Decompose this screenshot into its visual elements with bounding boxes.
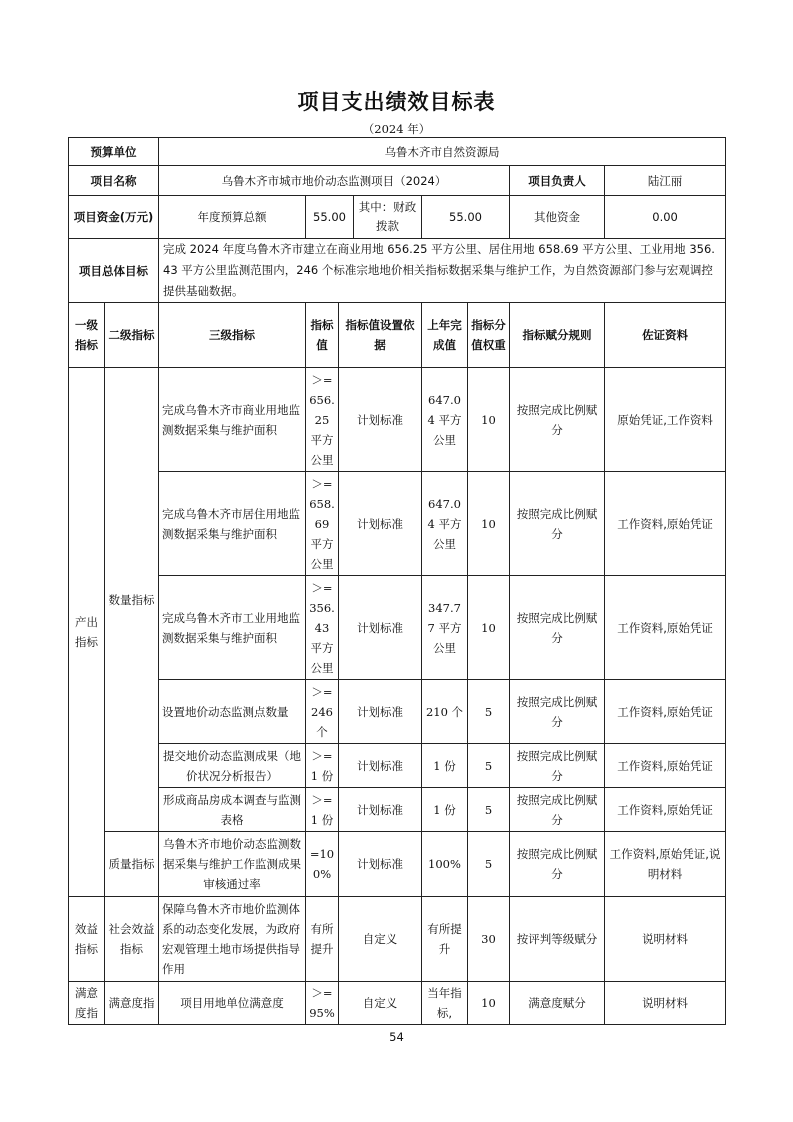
indicator-evidence: 工作资料,原始凭证 xyxy=(605,472,726,576)
indicator-name: 乌鲁木齐市地价动态监测数据采集与维护工作监测成果审核通过率 xyxy=(159,832,306,897)
indicator-weight: 10 xyxy=(468,472,510,576)
table-row xyxy=(69,368,726,472)
indicator-basis: 计划标准 xyxy=(339,368,422,472)
project-name-value: 乌鲁木齐市城市地价动态监测项目（2024） xyxy=(159,166,510,196)
table-row xyxy=(69,788,726,832)
indicator-last-year: 有所提升 xyxy=(422,897,468,982)
indicator-name: 完成乌鲁木齐市商业用地监测数据采集与维护面积 xyxy=(159,368,306,472)
performance-table xyxy=(68,137,726,1025)
table-row xyxy=(69,576,726,680)
indicator-name: 设置地价动态监测点数量 xyxy=(159,680,306,744)
indicator-weight: 5 xyxy=(468,680,510,744)
project-name-row xyxy=(69,166,726,196)
header-evidence: 佐证资料 xyxy=(605,303,726,368)
header-rule: 指标赋分规则 xyxy=(510,303,605,368)
header-level1: 一级指标 xyxy=(69,303,105,368)
indicator-rule: 按照完成比例赋分 xyxy=(510,472,605,576)
indicator-rule: 满意度赋分 xyxy=(510,982,605,1025)
indicator-name: 项目用地单位满意度 xyxy=(159,982,306,1025)
indicator-last-year: 1 份 xyxy=(422,744,468,788)
indicator-evidence: 工作资料,原始凭证,说明材料 xyxy=(605,832,726,897)
indicator-evidence: 工作资料,原始凭证 xyxy=(605,744,726,788)
indicator-basis: 自定义 xyxy=(339,897,422,982)
indicator-evidence: 工作资料,原始凭证 xyxy=(605,788,726,832)
header-level3: 三级指标 xyxy=(159,303,306,368)
table-row xyxy=(69,832,726,897)
indicator-weight: 5 xyxy=(468,832,510,897)
indicator-evidence: 原始凭证,工作资料 xyxy=(605,368,726,472)
indicator-value: =100% xyxy=(306,832,339,897)
header-row xyxy=(69,303,726,368)
other-funds-label: 其他资金 xyxy=(510,196,605,239)
header-level2: 二级指标 xyxy=(105,303,159,368)
annual-budget-label: 年度预算总额 xyxy=(159,196,306,239)
indicator-weight: 10 xyxy=(468,982,510,1025)
indicator-evidence: 说明材料 xyxy=(605,897,726,982)
header-value: 指标值 xyxy=(306,303,339,368)
page-number: 54 xyxy=(389,1030,404,1044)
project-lead-label: 项目负责人 xyxy=(510,166,605,196)
indicator-rule: 按照完成比例赋分 xyxy=(510,832,605,897)
group-benefit: 效益指标 xyxy=(69,897,105,982)
indicator-basis: 计划标准 xyxy=(339,788,422,832)
indicator-rule: 按评判等级赋分 xyxy=(510,897,605,982)
indicator-weight: 5 xyxy=(468,788,510,832)
indicator-rule: 按照完成比例赋分 xyxy=(510,788,605,832)
indicator-name: 完成乌鲁木齐市工业用地监测数据采集与维护面积 xyxy=(159,576,306,680)
goal-label: 项目总体目标 xyxy=(69,239,159,303)
group-output: 产出指标 xyxy=(69,368,105,897)
table-row xyxy=(69,897,726,982)
indicator-value: ＞=246 个 xyxy=(306,680,339,744)
indicator-last-year: 100% xyxy=(422,832,468,897)
indicator-value: ＞=356.43 平方公里 xyxy=(306,576,339,680)
funds-row xyxy=(69,196,726,239)
table-row xyxy=(69,744,726,788)
table-row xyxy=(69,680,726,744)
budget-unit-label: 预算单位 xyxy=(69,138,159,166)
indicator-basis: 计划标准 xyxy=(339,472,422,576)
table-row xyxy=(69,982,726,1025)
other-funds-value: 0.00 xyxy=(605,196,726,239)
indicator-last-year: 当年指标, xyxy=(422,982,468,1025)
table-row xyxy=(69,472,726,576)
annual-budget-value: 55.00 xyxy=(306,196,354,239)
year-label: （2024 年） xyxy=(362,122,431,136)
indicator-value: ＞=1 份 xyxy=(306,788,339,832)
page-title: 项目支出绩效目标表 xyxy=(297,90,496,114)
indicator-evidence: 工作资料,原始凭证 xyxy=(605,680,726,744)
fiscal-label: 其中：财政拨款 xyxy=(354,196,422,239)
indicator-rule: 按照完成比例赋分 xyxy=(510,576,605,680)
group-quality: 质量指标 xyxy=(105,832,159,897)
funds-label: 项目资金(万元) xyxy=(69,196,159,239)
indicator-evidence: 工作资料,原始凭证 xyxy=(605,576,726,680)
indicator-weight: 30 xyxy=(468,897,510,982)
indicator-value: ＞=1 份 xyxy=(306,744,339,788)
indicator-weight: 5 xyxy=(468,744,510,788)
group-satisfaction: 满意度指 xyxy=(69,982,105,1025)
indicator-last-year: 647.04 平方公里 xyxy=(422,472,468,576)
indicator-basis: 计划标准 xyxy=(339,744,422,788)
indicator-last-year: 347.77 平方公里 xyxy=(422,576,468,680)
indicator-weight: 10 xyxy=(468,576,510,680)
project-lead-value: 陆江丽 xyxy=(605,166,726,196)
budget-unit-value: 乌鲁木齐市自然资源局 xyxy=(159,138,726,166)
indicator-name: 形成商品房成本调查与监测表格 xyxy=(159,788,306,832)
header-weight: 指标分值权重 xyxy=(468,303,510,368)
indicator-basis: 计划标准 xyxy=(339,576,422,680)
indicator-name: 提交地价动态监测成果（地价状况分析报告） xyxy=(159,744,306,788)
indicator-rule: 按照完成比例赋分 xyxy=(510,744,605,788)
indicator-last-year: 1 份 xyxy=(422,788,468,832)
budget-unit-row xyxy=(69,138,726,166)
goal-row xyxy=(69,239,726,303)
indicator-weight: 10 xyxy=(468,368,510,472)
goal-text: 完成 2024 年度乌鲁木齐市建立在商业用地 656.25 平方公里、居住用地 658.69 平方公里、工业用地 356.43 平方公里监测范围内，246 个标准宗地地价相关指标数据采集与维护工作，为自然资源部门参与宏观调控提供基础数据。 xyxy=(159,239,726,303)
indicator-last-year: 210 个 xyxy=(422,680,468,744)
indicator-basis: 计划标准 xyxy=(339,680,422,744)
indicator-rule: 按照完成比例赋分 xyxy=(510,368,605,472)
group-quantity: 数量指标 xyxy=(105,368,159,832)
group-social-benefit: 社会效益指标 xyxy=(105,897,159,982)
indicator-evidence: 说明材料 xyxy=(605,982,726,1025)
fiscal-value: 55.00 xyxy=(422,196,510,239)
header-last-year: 上年完成值 xyxy=(422,303,468,368)
indicator-name: 保障乌鲁木齐市地价监测体系的动态变化发展，为政府宏观管理土地市场提供指导作用 xyxy=(159,897,306,982)
group-satisfaction-sub: 满意度指 xyxy=(105,982,159,1025)
indicator-rule: 按照完成比例赋分 xyxy=(510,680,605,744)
indicator-value: ＞=95% xyxy=(306,982,339,1025)
indicator-value: ＞=656.25 平方公里 xyxy=(306,368,339,472)
indicator-basis: 计划标准 xyxy=(339,832,422,897)
indicator-basis: 自定义 xyxy=(339,982,422,1025)
indicator-last-year: 647.04 平方公里 xyxy=(422,368,468,472)
indicator-value: 有所提升 xyxy=(306,897,339,982)
indicator-name: 完成乌鲁木齐市居住用地监测数据采集与维护面积 xyxy=(159,472,306,576)
header-basis: 指标值设置依据 xyxy=(339,303,422,368)
project-name-label: 项目名称 xyxy=(69,166,159,196)
indicator-value: ＞=658.69 平方公里 xyxy=(306,472,339,576)
